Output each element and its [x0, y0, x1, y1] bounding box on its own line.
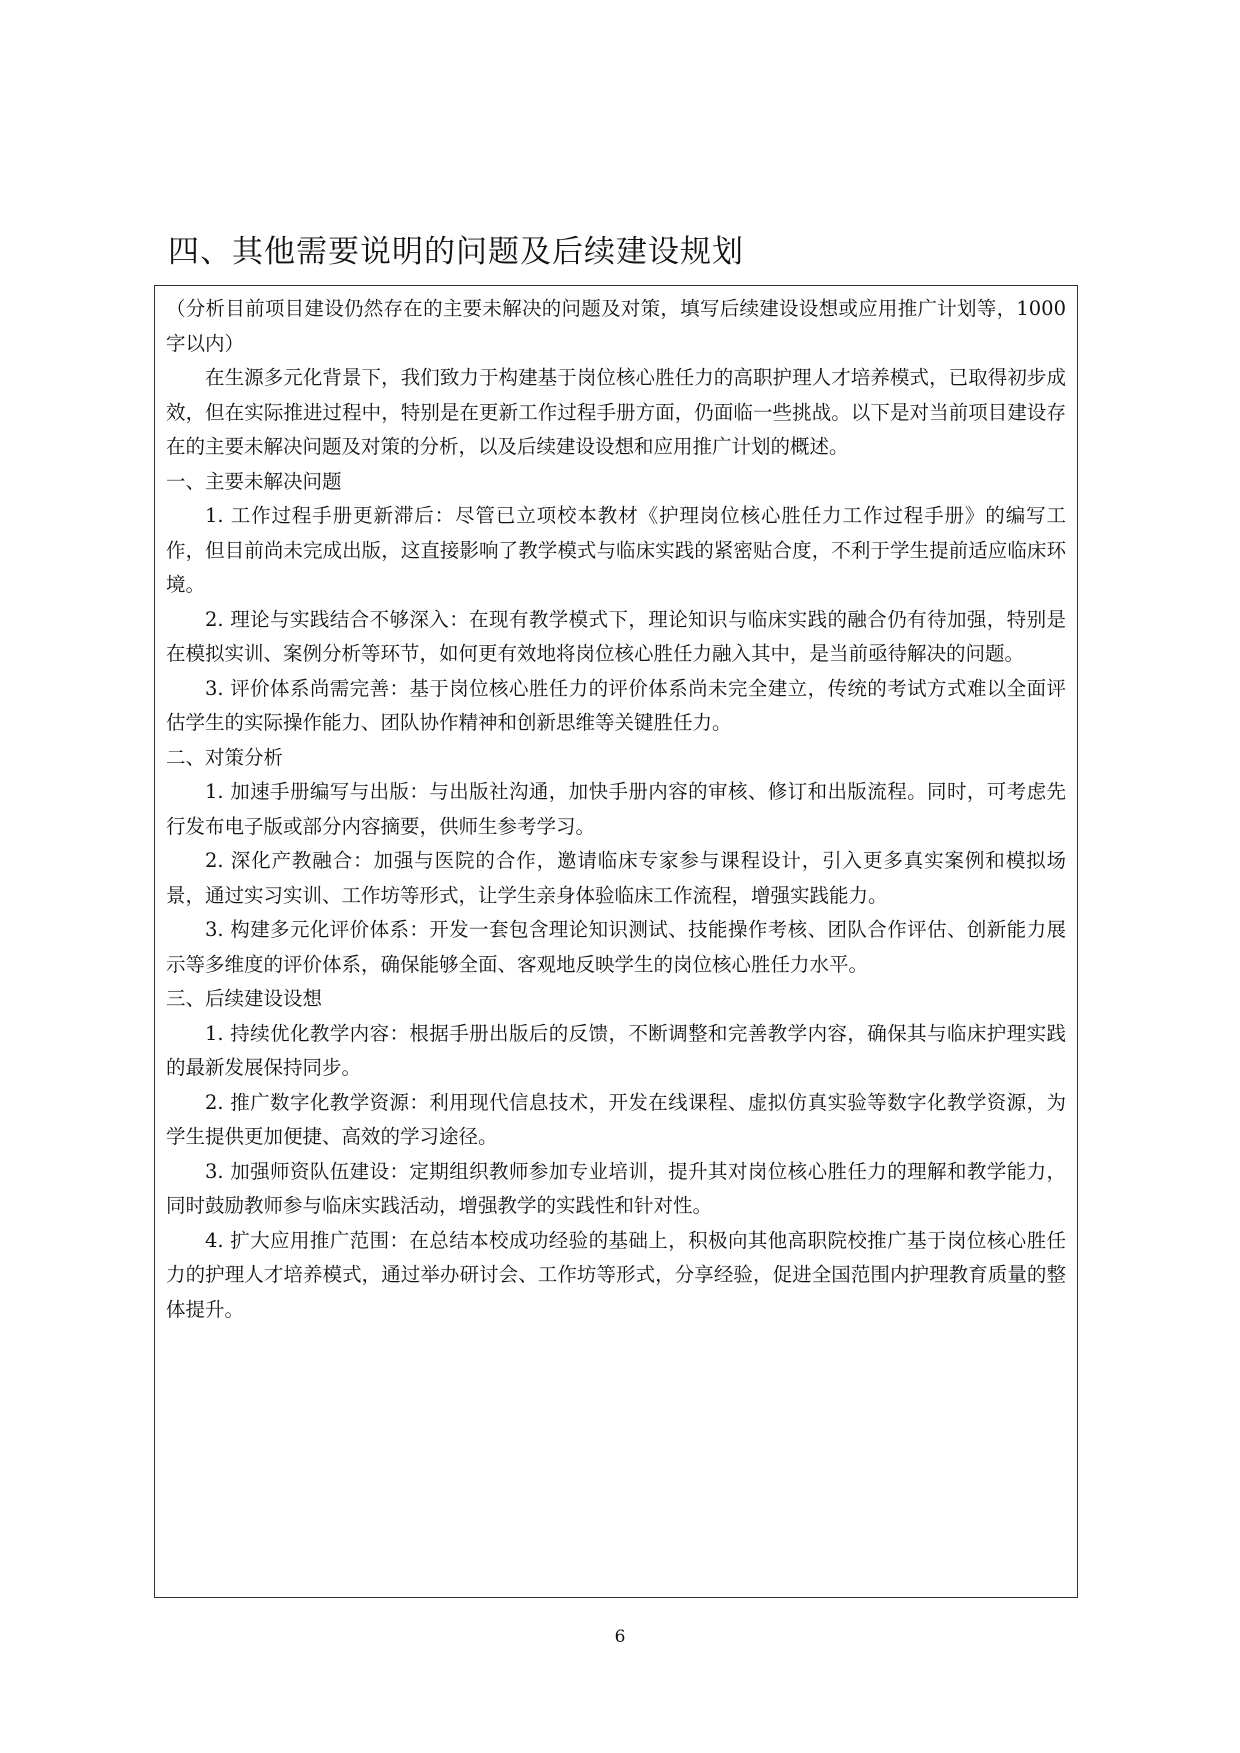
- plan-item-1: 1. 持续优化教学内容：根据手册出版后的反馈，不断调整和完善教学内容，确保其与临床护理实践的最新发展保持同步。: [166, 1021, 1066, 1079]
- measure-item-3: 3. 构建多元化评价体系：开发一套包含理论知识测试、技能操作考核、团队合作评估、创新能力展示等多维度的评价体系，确保能够全面、客观地反映学生的岗位核心胜任力水平。: [166, 918, 1066, 976]
- page-number: 6: [614, 1627, 626, 1647]
- heading-follow-up-plans: 三、后续建设设想: [166, 987, 323, 1010]
- heading-unsolved-problems: 一、主要未解决问题: [166, 469, 342, 493]
- measure-item-2: 2. 深化产教融合：加强与医院的合作，邀请临床专家参与课程设计，引入更多真实案例和模拟场景，通过实习实训、工作坊等形式，让学生亲身体验临床工作流程，增强实践能力。: [166, 849, 1066, 907]
- measure-item-1: 1. 加速手册编写与出版：与出版社沟通，加快手册内容的审核、修订和出版流程。同时，可考虑先行发布电子版或部分内容摘要，供师生参考学习。: [166, 780, 1066, 838]
- problem-item-3: 3. 评价体系尚需完善：基于岗位核心胜任力的评价体系尚未完全建立，传统的考试方式难以全面评估学生的实际操作能力、团队协作精神和创新思维等关键胜任力。: [166, 676, 1066, 734]
- problem-item-2: 2. 理论与实践结合不够深入：在现有教学模式下，理论知识与临床实践的融合仍有待加强，特别是在模拟实训、案例分析等环节，如何更有效地将岗位核心胜任力融入其中，是当前亟待解决的问题。: [166, 607, 1066, 665]
- heading-countermeasures: 二、对策分析: [166, 745, 284, 769]
- plan-item-3: 3. 加强师资队伍建设：定期组织教师参加专业培训，提升其对岗位核心胜任力的理解和教学能力，同时鼓励教师参与临床实践活动，增强教学的实践性和针对性。: [166, 1159, 1066, 1217]
- plan-item-2: 2. 推广数字化教学资源：利用现代信息技术，开发在线课程、虚拟仿真实验等数字化教学资源，为学生提供更加便捷、高效的学习途径。: [166, 1090, 1066, 1148]
- content-box: [154, 285, 1078, 1598]
- plan-item-4: 4. 扩大应用推广范围：在总结本校成功经验的基础上，积极向其他高职院校推广基于岗位核心胜任力的护理人才培养模式，通过举办研讨会、工作坊等形式，分享经验，促进全国范围内护理教育质量的整体提升。: [166, 1228, 1066, 1321]
- section-title: 四、其他需要说明的问题及后续建设规划: [168, 234, 744, 270]
- problem-item-1: 1. 工作过程手册更新滞后：尽管已立项校本教材《护理岗位核心胜任力工作过程手册》的编写工作，但目前尚未完成出版，这直接影响了教学模式与临床实践的紧密贴合度，不利于学生提前适应临床环境。: [166, 504, 1066, 596]
- intro-paragraph: 在生源多元化背景下，我们致力于构建基于岗位核心胜任力的高职护理人才培养模式，已取得初步成效，但在实际推进过程中，特别是在更新工作过程手册方面，仍面临一些挑战。以下是对当前项目建设存在的主要未解决问题及对策的分析，以及后续建设设想和应用推广计划的概述。: [166, 366, 1066, 458]
- instruction-text: （分析目前项目建设仍然存在的主要未解决的问题及对策，填写后续建设设想或应用推广计划等，1000 字以内）: [166, 297, 1066, 355]
- content-body: [166, 292, 1066, 1327]
